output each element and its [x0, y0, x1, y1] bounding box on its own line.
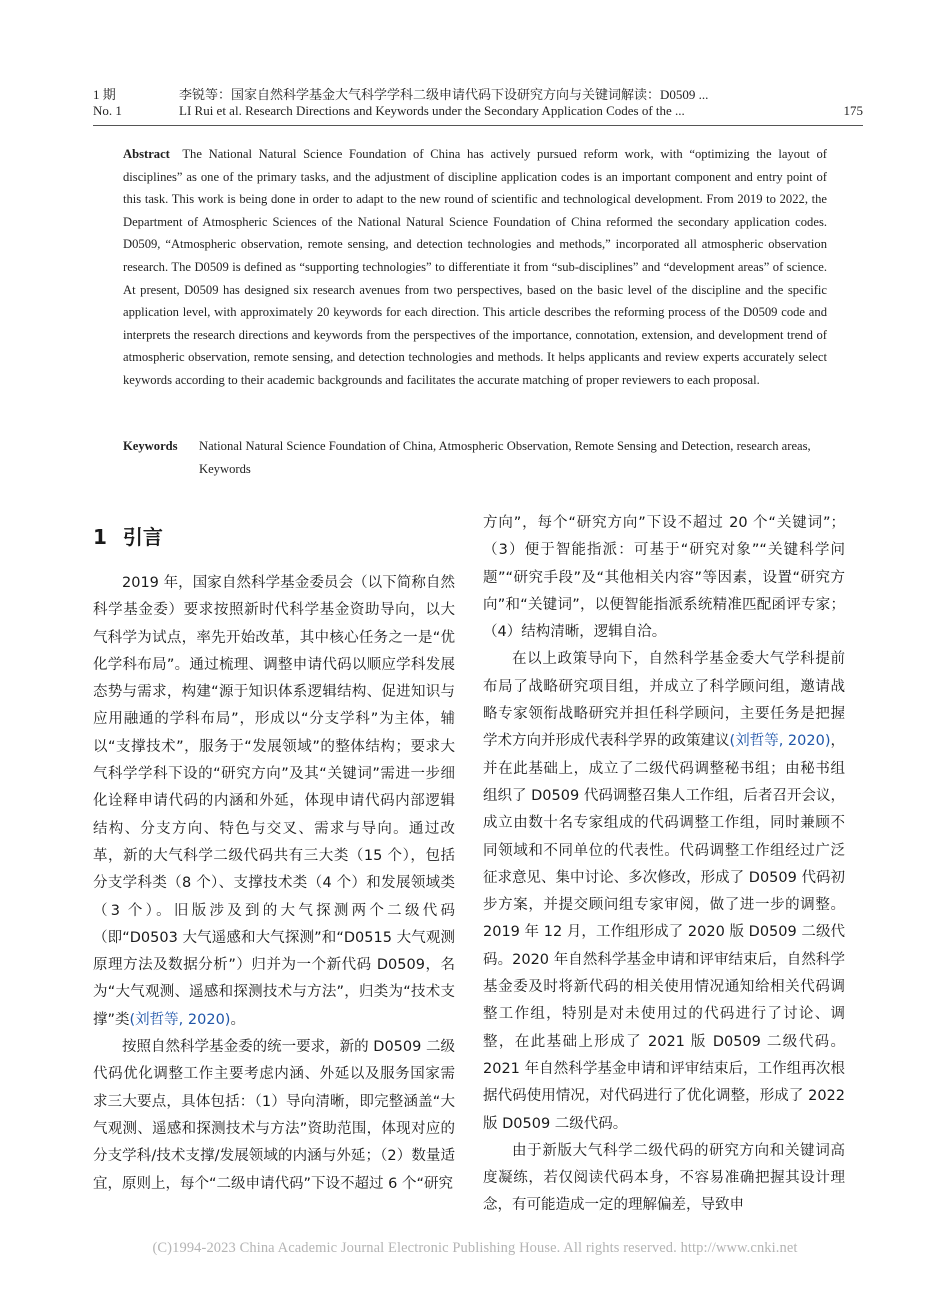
citation-link[interactable]: (刘哲等, 2020) — [129, 1011, 231, 1028]
paragraph-text: 2019 年，国家自然科学基金委员会（以下简称自然科学基金委）要求按照新时代科学基金资助导向，以大气科学为试点，率先开始改革，其中核心任务之一是“优化学科布局”。通过梳理、调整申请代码以顺应学科发展态势与需求，构建“源于知识体系逻辑结构、促进知识与应用融通的学科布局”，形成以“分支学科”为主体，辅以“支撑技术”，服务于“发展领域”的整体结构；要求大气科学学科下设的“研究方向”及其“关键词”需进一步细化诠释申请代码的内涵和外延，体现申请代码内部逻辑结构、分支方向、特色与交叉、需求与导向。通过改革，新的大气科学二级代码共有三大类（15 个），包括分支学科类（8 个）、支撑技术类（4 个）和发展领域类（3 个）。旧版涉及到的大气探测两个二级代码（即“D0503 大气遥感和大气探测”和“D0515 大气观测原理方法及数据分析”）归并为一个新代码 D0509，名为“大气观测、遥感和探测技术与方法”，归类为“技术支撑”类 — [93, 575, 455, 1028]
paragraph-text: ，并在此基础上，成立了二级代码调整秘书组；由秘书组组织了 D0509 代码调整召集人工作组，后者召开会议，成立由数十名专家组成的代码调整工作组，同时兼顾不同领域和不同单位的代表性。代码调整工作组经过广泛征求意见、集中讨论、多次修改，形成了 D0509 代码初步方案，并提交顾问组专家审阅，做了进一步的调整。2019 年 12 月，工作组形成了 2020 版 D0509 二级代码。2020 年自然科学基金申请和评审结束后，自然科学基金委及时将新代码的相关使用情况通知给相关代码调整工作组，特别是对未使用过的代码进行了讨论、调整，在此基础上形成了 2021 版 D0509 二级代码。2021 年自然科学基金申请和评审结束后，工作组再次根据代码使用情况，对代码进行了优化调整，形成了 2022 版 D0509 二级代码。 — [483, 733, 846, 1132]
citation-link[interactable]: (刘哲等, 2020) — [729, 733, 831, 750]
abstract-text: The National Natural Science Foundation of China has actively pursued reform work, with “optimizing the layout of disciplines” as one of the primary tasks, and the adjustment of discipline application codes is an important component and entry point of this task. This work is being done in order to adapt to the new round of scientific and technological development. From 2019 to 2022, the Department of Atmospheric Sciences of the National Natural Science Foundation of China reformed the secondary application codes. D0509, “Atmospheric observation, remote sensing, and detection technologies and methods,” incorporated all atmospheric observation research. The D0509 is defined as “supporting technologies” to differentiate it from “sub-disciplines” and “development areas” of science. At present, D0509 has designed six research avenues from two perspectives, based on the basic level of the discipline and the specific application level, with approximately 20 keywords for each direction. This article describes the reforming process of the D0509 code and interprets the research directions and keywords from the perspectives of the importance, connotation, extension, and development trend of atmospheric observation, remote sensing, and detection technologies and methods. It helps applicants and review experts accurately select keywords according to their academic backgrounds and facilitates the accurate matching of proper reviewers to each proposal. — [123, 147, 827, 387]
page-number: 175 — [843, 103, 863, 118]
paragraph-text: 。 — [230, 1011, 245, 1028]
paragraph — [483, 510, 845, 646]
abstract-block — [123, 143, 827, 392]
copyright-footer: (C)1994-2023 China Academic Journal Electronic Publishing House. All rights reserved. http://www.cnki.net — [152, 1240, 798, 1256]
paragraph-text: 由于新版大气科学二级代码的研究方向和关键词高度凝练，若仅阅读代码本身，不容易准确把握其设计理念，有可能造成一定的理解偏差，导致申 — [483, 1142, 845, 1214]
paragraph — [483, 646, 845, 1137]
left-column — [93, 510, 455, 1198]
paragraph — [93, 570, 455, 1034]
header-title-en: LI Rui et al. Research Directions and Keywords under the Secondary Application Codes of the ... — [179, 103, 685, 118]
section-heading — [93, 520, 455, 554]
paragraph-text: 方向”，每个“研究方向”下设不超过 20 个“关键词”；（3）便于智能指派：可基于“研究对象”“关键科学问题”“研究手段”及“其他相关内容”等因素，设置“研究方向”和“关键词”，以便智能指派系统精准匹配函评专家；（4）结构清晰，逻辑自洽。 — [483, 515, 845, 641]
keywords-text: National Natural Science Foundation of China, Atmospheric Observation, Remote Sensing and Detection, research areas, Keywords — [199, 439, 811, 476]
header-rule — [93, 125, 863, 126]
paragraph — [483, 1138, 845, 1220]
section-number: 1 — [93, 525, 107, 549]
paragraph-text: 在以上政策导向下，自然科学基金委大气学科提前布局了战略研究项目组，并成立了科学顾问组，邀请战略专家领衔战略研究并担任科学顾问，主要任务是把握学术方向并形成代表科学界的政策建议 — [483, 651, 845, 750]
keywords-block — [123, 435, 827, 480]
header-issue-cn: 1 期 — [93, 87, 116, 102]
header-row-english — [93, 103, 863, 122]
header-issue-en: No. 1 — [93, 103, 122, 118]
header-title-cn: 李锐等：国家自然科学基金大气科学学科二级申请代码下设研究方向与关键词解读：D0509 ... — [179, 87, 709, 102]
running-header — [93, 84, 863, 122]
header-row-chinese — [93, 84, 863, 103]
paragraph-text: 按照自然科学基金委的统一要求，新的 D0509 二级代码优化调整工作主要考虑内涵、外延以及服务国家需求三大要点，具体包括：（1）导向清晰，即完整涵盖“大气观测、遥感和探测技术与方法”资助范围，体现对应的分支学科/技术支撑/发展领域的内涵与外延；（2）数量适宜，原则上，每个“二级申请代码”下设不超过 6 个“研究 — [93, 1039, 455, 1192]
section-title: 引言 — [122, 525, 163, 549]
right-column — [483, 510, 845, 1220]
keywords-label: Keywords — [123, 439, 178, 453]
abstract-label: Abstract — [123, 147, 170, 161]
paragraph — [93, 1034, 455, 1198]
